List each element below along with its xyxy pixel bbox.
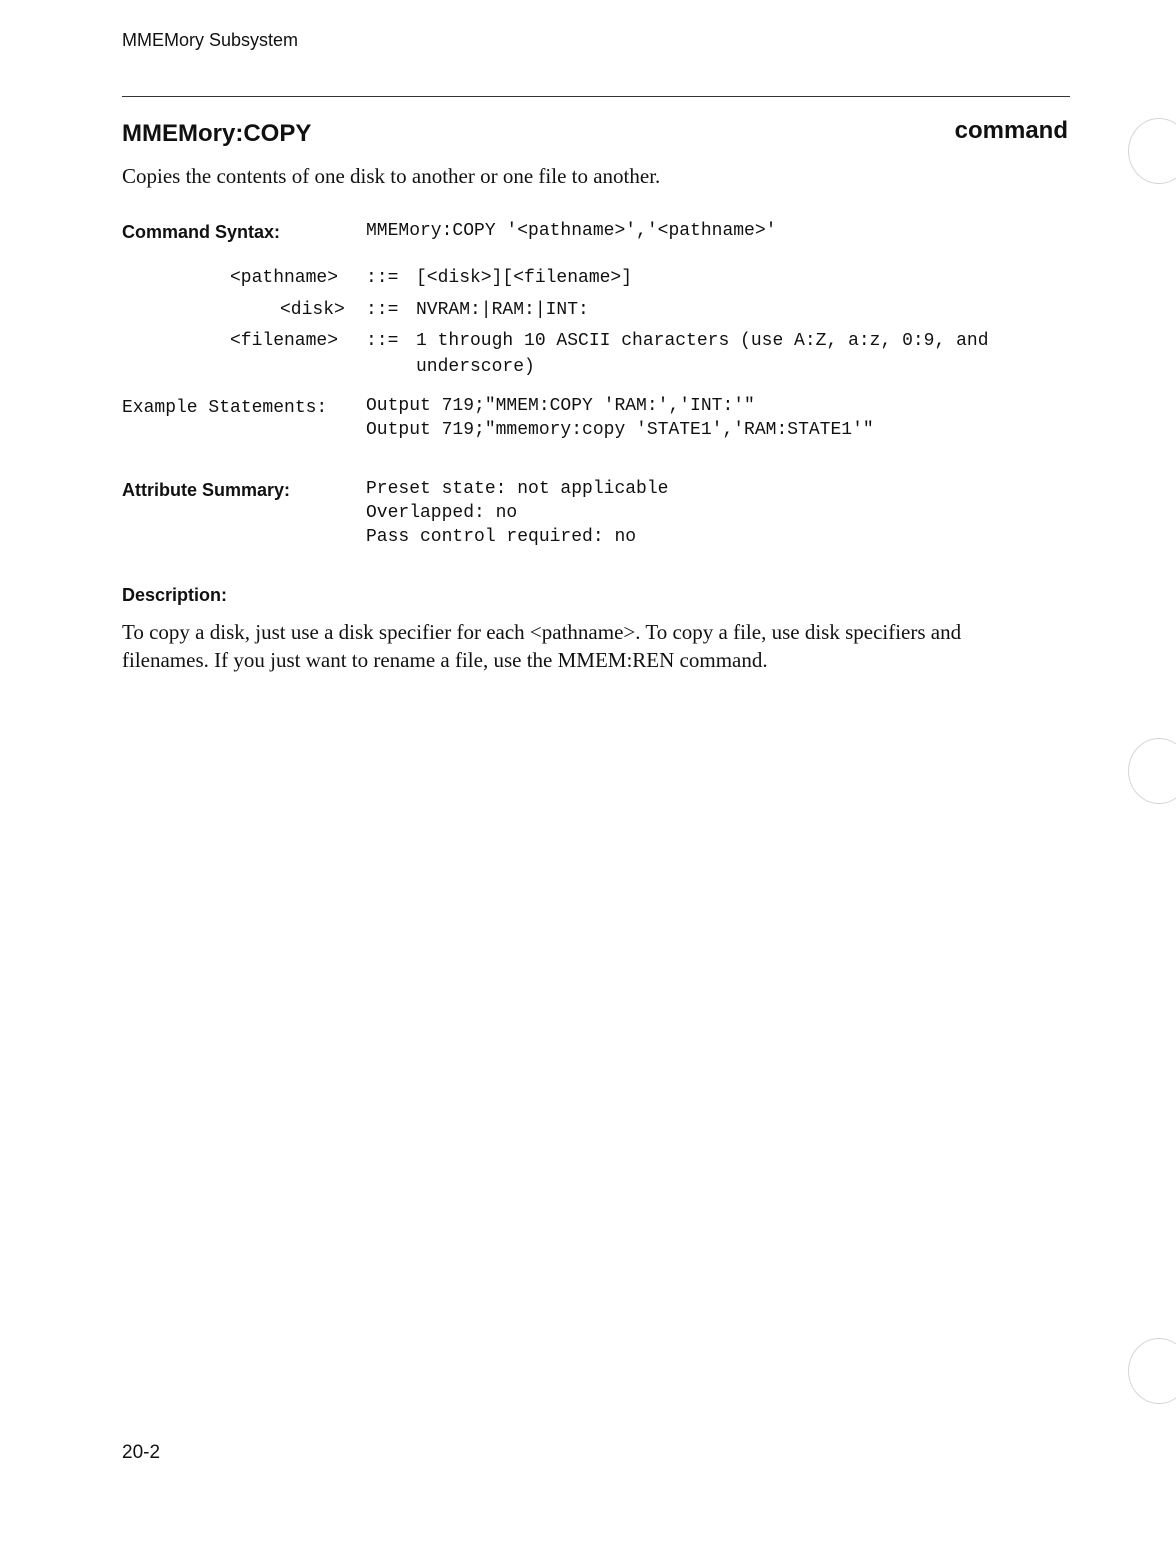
- description-text: To copy a disk, just use a disk specifier for each <pathname>. To copy a file, use disk specifiers and: [122, 620, 962, 644]
- example-statement: Output 719;"mmemory:copy 'STATE1','RAM:STATE1'": [366, 420, 874, 440]
- definition-value-filename-continued: underscore): [416, 357, 535, 377]
- command-summary: Copies the contents of one disk to another or one file to another.: [122, 164, 661, 188]
- definition-separator: ::=: [366, 300, 399, 320]
- attribute-line: Preset state: not applicable: [366, 479, 669, 499]
- command-title: MMEMory:COPY: [122, 120, 312, 147]
- definition-separator: ::=: [366, 268, 399, 288]
- definition-term-filename: <filename>: [230, 331, 339, 351]
- binder-hole: [1128, 1338, 1176, 1404]
- description-text: filenames. If you just want to rename a file, use the MMEM:REN command.: [122, 648, 768, 672]
- command-type-label: command: [954, 117, 1068, 144]
- definition-value-pathname: [<disk>][<filename>]: [416, 268, 633, 288]
- definition-value-filename: 1 through 10 ASCII characters (use A:Z, a:z, 0:9, and: [416, 331, 989, 351]
- definition-term-pathname: <pathname>: [230, 268, 339, 288]
- definition-separator: ::=: [366, 331, 399, 351]
- attributes-label: Attribute Summary:: [122, 480, 291, 500]
- attribute-line: Pass control required: no: [366, 527, 637, 547]
- definition-term-disk: <disk>: [280, 300, 345, 320]
- syntax-label: Command Syntax:: [122, 222, 281, 242]
- definition-value-disk: NVRAM:|RAM:|INT:: [416, 300, 589, 320]
- binder-hole: [1128, 738, 1176, 804]
- page-number: 20-2: [122, 1442, 161, 1463]
- binder-hole: [1128, 118, 1176, 184]
- header-rule: [122, 96, 1070, 97]
- attribute-line: Overlapped: no: [366, 503, 518, 523]
- running-header: MMEMory Subsystem: [122, 30, 299, 50]
- description-label: Description:: [122, 585, 228, 605]
- examples-label: Example Statements:: [122, 398, 328, 418]
- example-statement: Output 719;"MMEM:COPY 'RAM:','INT:'": [366, 396, 755, 416]
- syntax-value: MMEMory:COPY '<pathname>','<pathname>': [366, 221, 777, 241]
